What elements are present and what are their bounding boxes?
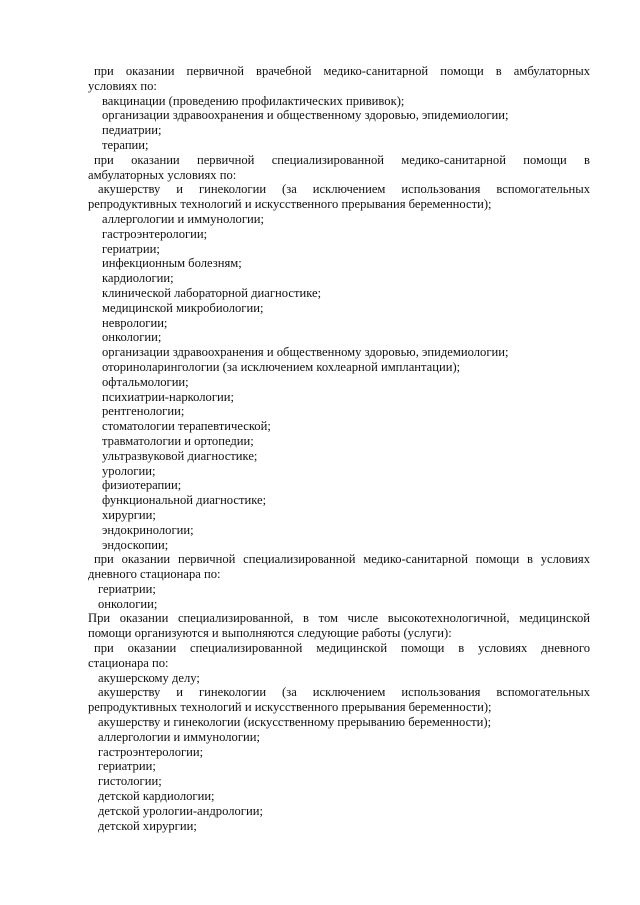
text-line: эндоскопии;: [102, 537, 169, 552]
text-line: гериатрии;: [98, 581, 156, 596]
text-line: психиатрии-наркологии;: [102, 389, 234, 404]
text-line: репродуктивных технологий и искусственного прерывания беременности);: [88, 700, 492, 715]
text-line: при оказании первичной специализированной медико-санитарной помощи в условиях: [94, 552, 590, 567]
text-line: офтальмологии;: [102, 374, 189, 389]
text-line: инфекционным болезням;: [102, 256, 242, 271]
text-line: педиатрии;: [102, 123, 162, 138]
text-line: аллергологии и иммунологии;: [102, 211, 264, 226]
text-line: онкологии;: [102, 330, 162, 345]
text-line: при оказании первичной врачебной медико-санитарной помощи в амбулаторных: [94, 64, 590, 78]
text-line: При оказании специализированной, в том числе высокотехнологичной, медицинской: [88, 611, 590, 626]
text-line: онкологии;: [98, 596, 158, 611]
text-line: травматологии и ортопедии;: [102, 433, 254, 448]
text-line: при оказании первичной специализированной медико-санитарной помощи в: [94, 152, 590, 167]
text-line: медицинской микробиологии;: [102, 300, 264, 315]
text-line: амбулаторных условиях по:: [88, 167, 237, 182]
text-line: неврологии;: [102, 315, 168, 330]
text-line: вакцинации (проведению профилактических прививок);: [102, 93, 405, 108]
text-line: рентгенологии;: [102, 404, 185, 419]
text-line: репродуктивных технологий и искусственного прерывания беременности);: [88, 197, 492, 212]
text-line: организации здравоохранения и общественному здоровью, эпидемиологии;: [102, 108, 509, 123]
text-line: стоматологии терапевтической;: [102, 419, 271, 434]
text-line: при оказании специализированной медицинской помощи в условиях дневного: [94, 641, 590, 656]
text-line: акушерству и гинекологии (искусственному прерыванию беременности);: [98, 715, 492, 730]
text-line: акушерству и гинекологии (за исключением использования вспомогательных: [98, 685, 590, 700]
text-line: гастроэнтерологии;: [98, 744, 204, 759]
text-line: дневного стационара по:: [88, 567, 221, 582]
text-line: детской хирургии;: [98, 818, 197, 833]
text-line: клинической лабораторной диагностике;: [102, 285, 322, 300]
text-line: условиях по:: [88, 78, 157, 93]
text-line: физиотерапии;: [102, 478, 182, 493]
text-line: ультразвуковой диагностике;: [102, 448, 258, 463]
document-page: [88, 64, 590, 833]
text-line: хирургии;: [102, 507, 156, 522]
text-line: функциональной диагностике;: [102, 493, 267, 508]
text-line: стационара по:: [88, 655, 169, 670]
text-line: акушерству и гинекологии (за исключением использования вспомогательных: [98, 182, 590, 197]
text-line: акушерскому делу;: [98, 670, 200, 685]
text-line: детской кардиологии;: [98, 789, 215, 804]
text-line: урологии;: [102, 463, 156, 478]
text-line: детской урологии-андрологии;: [98, 803, 263, 818]
text-line: кардиологии;: [102, 271, 174, 286]
text-line: оториноларингологии (за исключением кохлеарной имплантации);: [102, 359, 461, 374]
text-line: гериатрии;: [98, 759, 156, 774]
text-line: помощи организуются и выполняются следующие работы (услуги):: [88, 626, 452, 641]
text-line: эндокринологии;: [102, 522, 194, 537]
text-line: терапии;: [102, 137, 149, 152]
text-line: гастроэнтерологии;: [102, 226, 208, 241]
text-line: организации здравоохранения и общественному здоровью, эпидемиологии;: [102, 345, 509, 360]
text-line: гериатрии;: [102, 241, 160, 256]
text-line: гистологии;: [98, 774, 162, 789]
text-line: аллергологии и иммунологии;: [98, 729, 260, 744]
